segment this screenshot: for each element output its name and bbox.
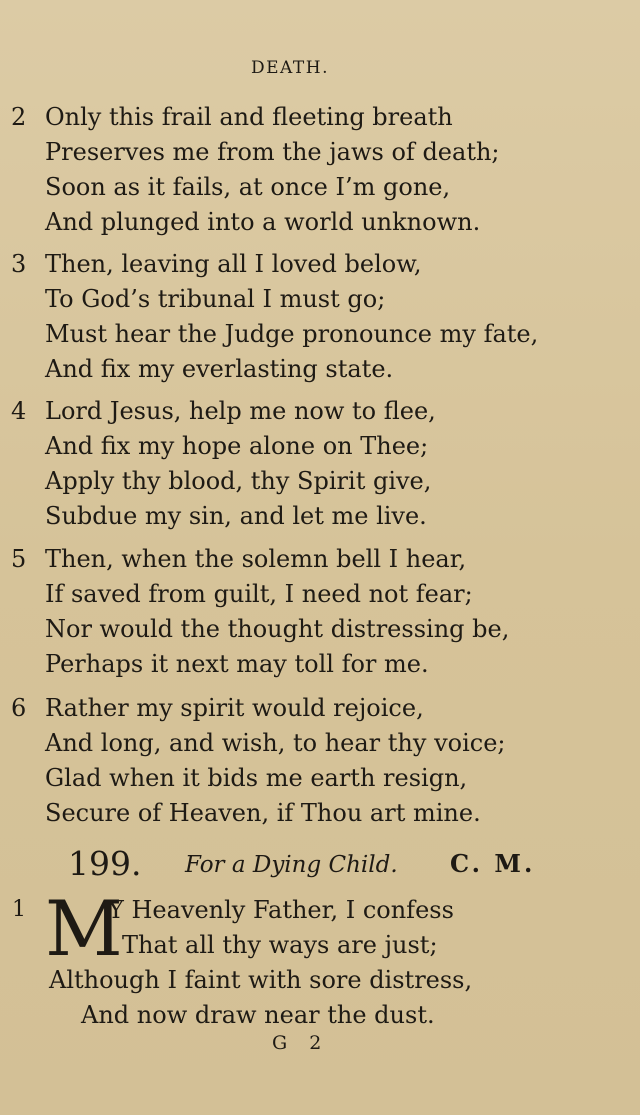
verse-line: Perhaps it next may toll for me.: [45, 650, 429, 678]
verse-line: And now draw near the dust.: [81, 1001, 435, 1029]
hymn-title: For a Dying Child.: [185, 852, 398, 878]
stanza: [0, 246, 600, 396]
verse-line: Then, when the solemn bell I hear,: [45, 545, 467, 573]
verse-line: Glad when it bids me earth resign,: [45, 764, 468, 792]
verse-line: And fix my hope alone on Thee;: [45, 432, 429, 460]
verse-line: Lord Jesus, help me now to flee,: [45, 397, 436, 425]
hymn-header: [0, 842, 620, 886]
verse-line: Only this frail and fleeting breath: [45, 103, 453, 131]
verse-line: Although I faint with sore distress,: [49, 966, 473, 994]
drop-cap: M: [45, 884, 123, 973]
stanza-number: 1: [12, 897, 26, 922]
verse-line: Must hear the Judge pronounce my fate,: [45, 320, 539, 348]
hymn-number: 199.: [68, 844, 142, 883]
verse-line: And fix my everlasting state.: [45, 355, 394, 383]
verse-line: Y Heavenly Father, I confess: [108, 896, 454, 924]
verse-line: That all thy ways are just;: [122, 931, 438, 959]
stanza-number: 6: [11, 694, 27, 722]
verse-line: And plunged into a world unknown.: [45, 208, 481, 236]
verse-line: And long, and wish, to hear thy voice;: [45, 729, 506, 757]
verse-line: Secure of Heaven, if Thou art mine.: [45, 799, 481, 827]
signature-mark: G 2: [272, 1032, 330, 1054]
verse-line: Rather my spirit would rejoice,: [45, 694, 424, 722]
stanza-number: 4: [11, 397, 27, 425]
hymn-meter: C. M.: [450, 849, 536, 878]
verse-line: If saved from guilt, I need not fear;: [45, 580, 473, 608]
stanza: [0, 690, 600, 840]
verse-line: Soon as it fails, at once I’m gone,: [45, 173, 451, 201]
first-stanza: [0, 884, 620, 1042]
verse-line: Preserves me from the jaws of death;: [45, 138, 500, 166]
verse-line: Apply thy blood, thy Spirit give,: [45, 467, 432, 495]
running-head: DEATH.: [251, 58, 329, 78]
stanza: [0, 541, 600, 691]
stanza: [0, 393, 600, 543]
stanza-number: 2: [11, 103, 27, 131]
stanza: [0, 99, 600, 249]
verse-line: To God’s tribunal I must go;: [45, 285, 386, 313]
verse-line: Nor would the thought distressing be,: [45, 615, 510, 643]
verse-line: Then, leaving all I loved below,: [45, 250, 422, 278]
stanza-number: 5: [11, 545, 27, 573]
stanza-number: 3: [11, 250, 27, 278]
verse-line: Subdue my sin, and let me live.: [45, 502, 427, 530]
